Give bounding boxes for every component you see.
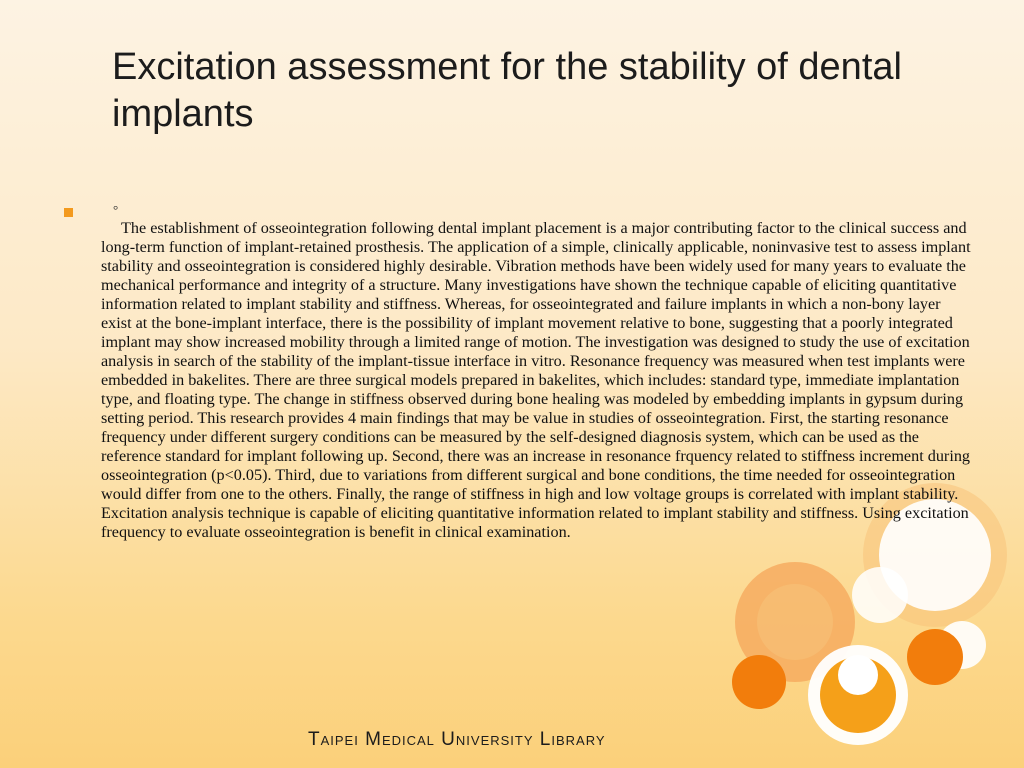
circle-deep-orange-left bbox=[732, 655, 786, 709]
sub-bullet-marker: ° bbox=[113, 202, 119, 217]
circle-white-small-top bbox=[852, 567, 908, 623]
slide-title: Excitation assessment for the stability of dental implants bbox=[112, 46, 902, 135]
square-bullet-icon bbox=[64, 208, 73, 217]
body-paragraph: The establishment of osseointegration following dental implant placement is a major contributing factor to the clinical success and long-term function of implant-retained prosthesis. The application of a simple, clinically applicable, noninvasive test to assess implant stability and osseointegration is considered highly desirable. Vibration methods have been widely used for many years to evaluate the mechanical performance and integrity of a structure. Many investigations have shown the technique capable of eliciting quantitative information related to implant stability and stiffness. Whereas, for osseointegrated and failure implants in which a non-bony layer exist at the bone-implant interface, there is the possibility of implant movement relative to bone, suggesting that a poorly integrated implant may show increased mobility through a limited range of motion. The investigation was designed to study the use of excitation analysis in search of the stability of the implant-tissue interface in vitro. Resonance frequency was measured when test implants were embedded in bakelites. There are three surgical models prepared in bakelites, which includes: standard type, immediate implantation type, and floating type. The change in stiffness observed during bone healing was modeled by embedding implants in gypsum during setting period. This research provides 4 main findings that may be value in studies of osseointegration. First, the starting resonance frequency under different surgery conditions can be measured by the self-designed diagnosis system, which can be used as the reference standard for implant following up. Second, there was an increase in resonance frquency related to stiffness increment during osseointegration (p<0.05). Third, due to variations from different surgical and bone conditions, the time needed for osseointegration would differ from one to the others. Finally, the range of stiffness in high and low voltage groups is correlated with implant stability. Excitation analysis technique is capable of eliciting quantitative information related to implant stability and stiffness. Using excitation frequency to evaluate osseointegration is benefit in clinical examination. bbox=[101, 219, 971, 541]
circle-deep-orange-right bbox=[907, 629, 963, 685]
circle-white-bottom-inner bbox=[838, 655, 878, 695]
footer-library-name: Taipei Medical University Library bbox=[308, 729, 606, 750]
circle-orange-mid-inner bbox=[757, 584, 833, 660]
